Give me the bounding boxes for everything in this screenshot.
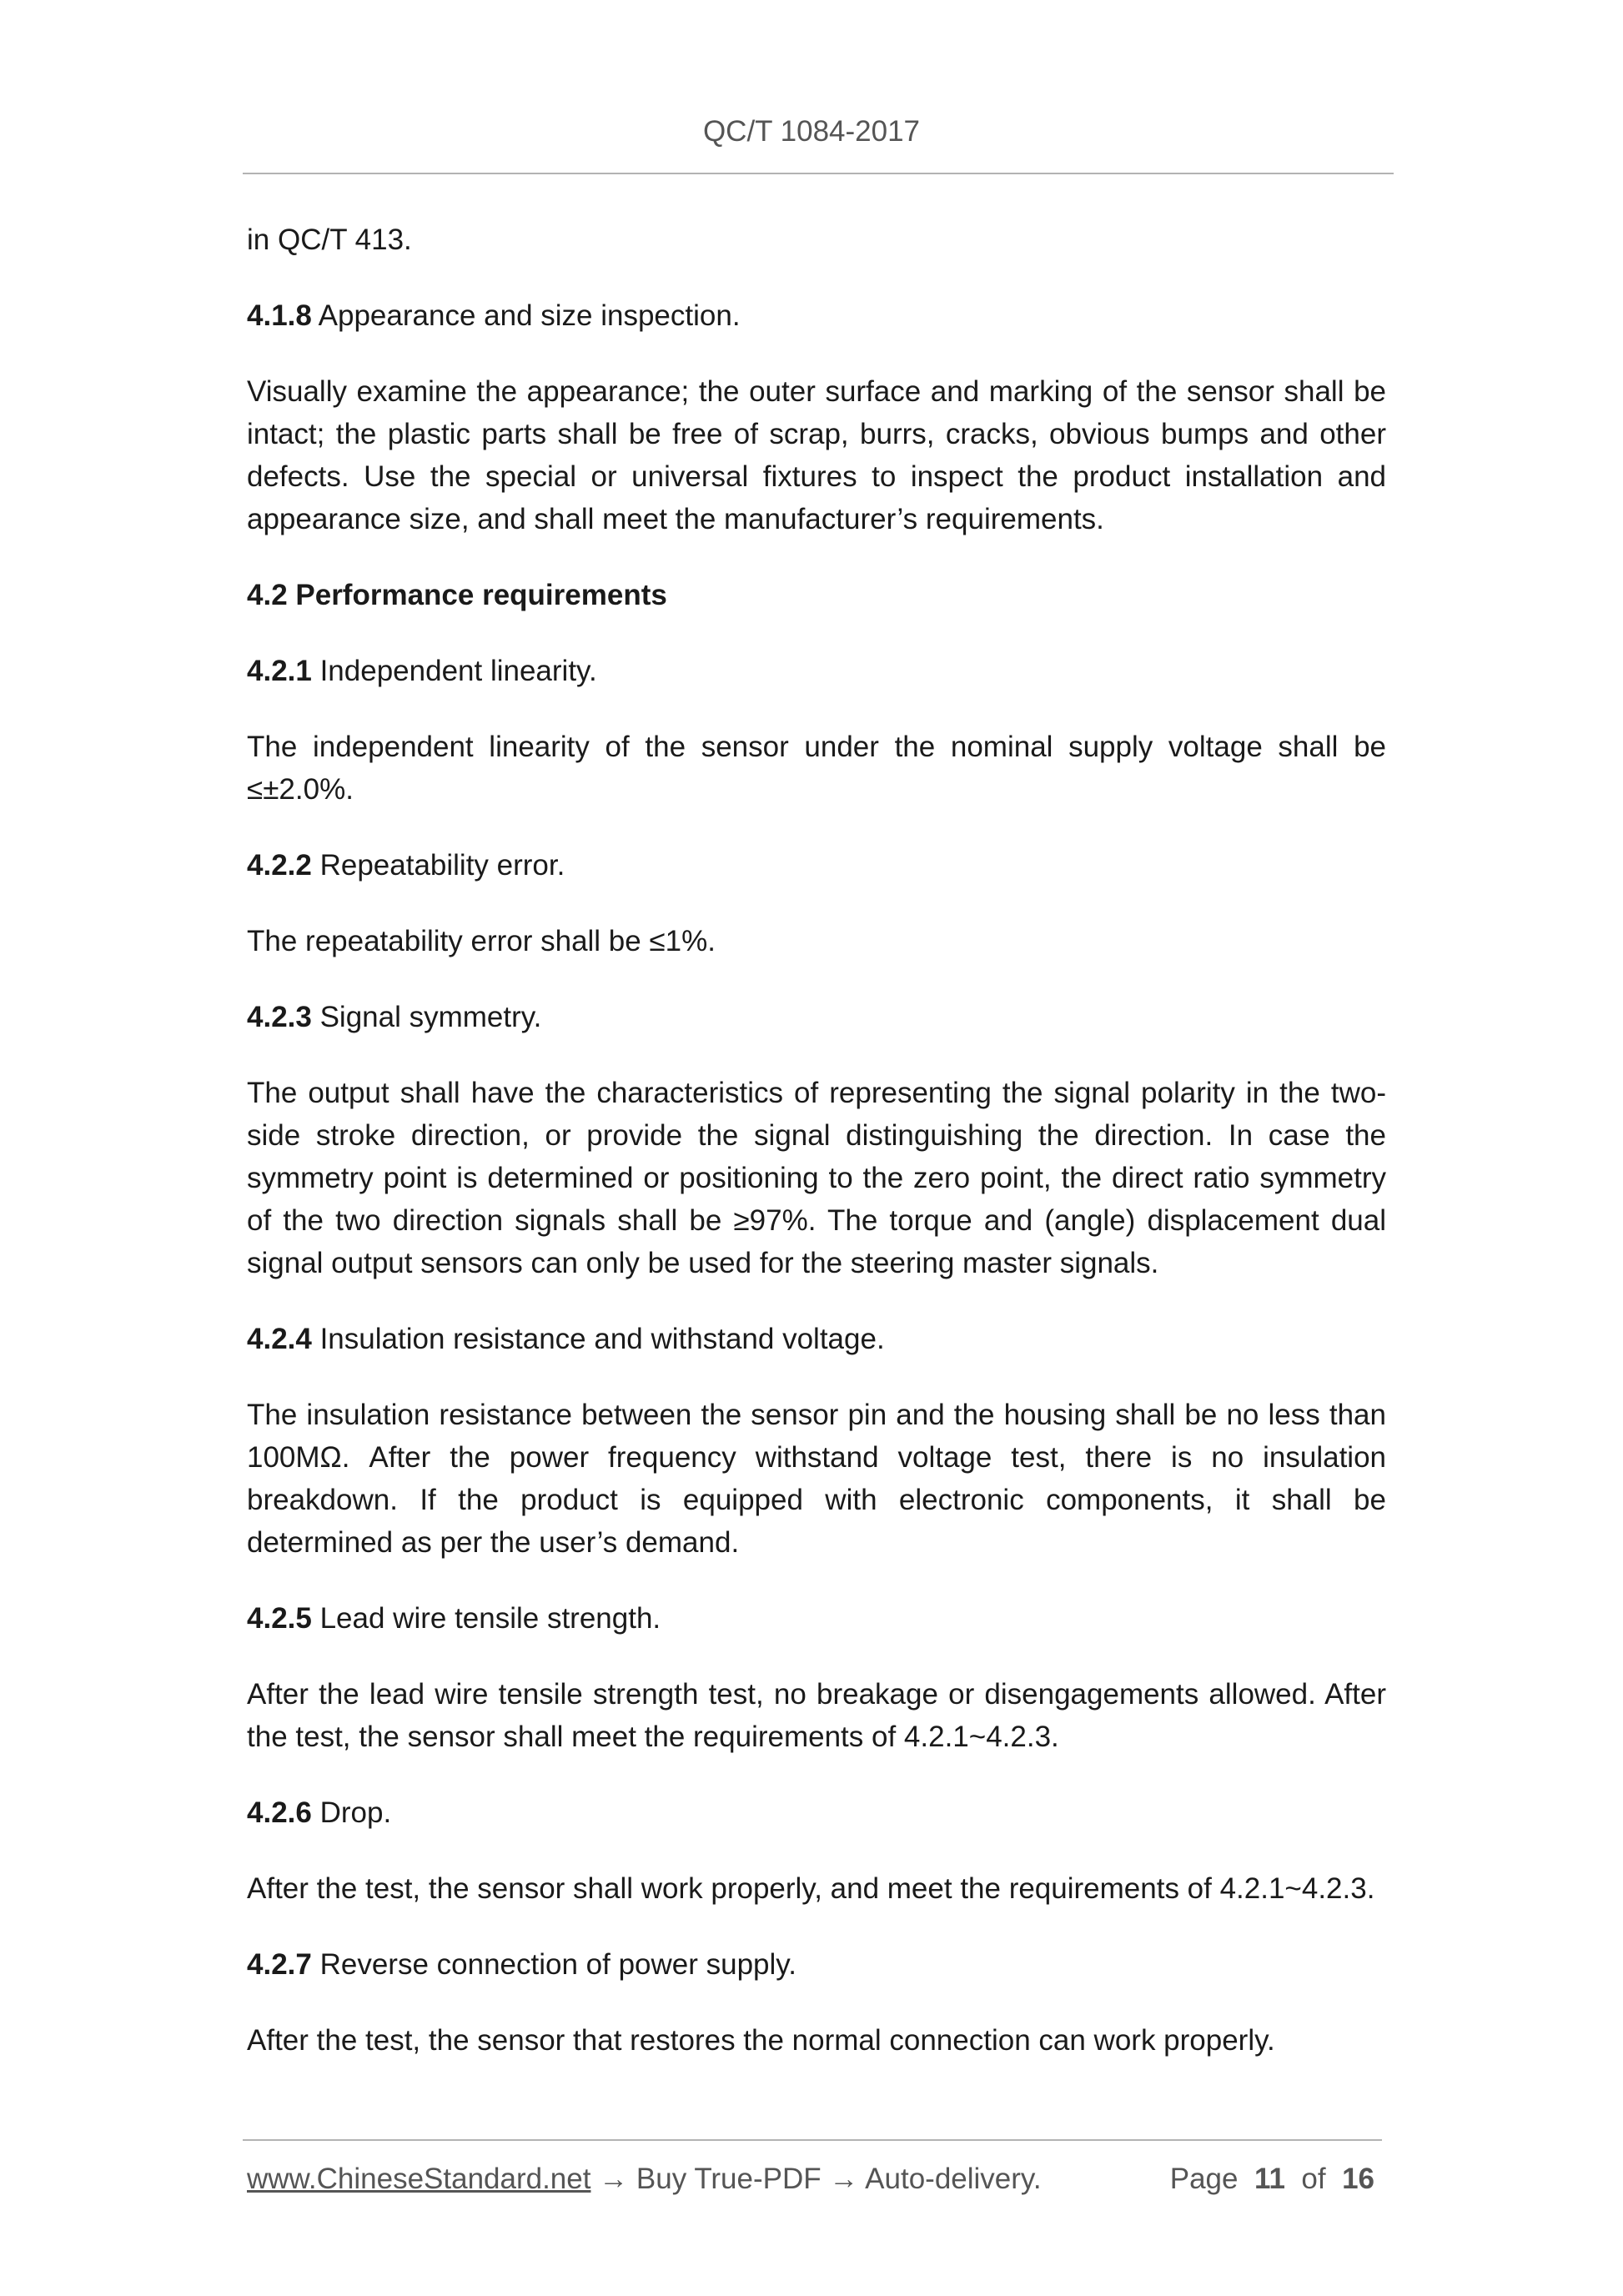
section-title: Drop. <box>311 1796 392 1829</box>
section-title: Reverse connection of power supply. <box>311 1948 796 1981</box>
page-of: of <box>1301 2163 1326 2195</box>
drop-paragraph: After the test, the sensor shall work properly, and meet the requirements of 4.2.1~4.2.3. <box>247 1872 1375 1905</box>
section-4-2-7-heading <box>247 1943 1386 1986</box>
appearance-paragraph: Visually examine the appearance; the outer surface and marking of the sensor shall be intact; the plastic parts shall be free of scrap, burrs, cracks, obvious bumps and other defects. Use the special or universal fixtures to inspect the product installation and appearance size, and shall meet the manufacturer’s requirements. <box>247 375 1386 535</box>
section-number: 4.2.1 <box>247 655 312 687</box>
section-number: 4.2.3 <box>247 1001 312 1033</box>
insulation-paragraph: The insulation resistance between the sensor pin and the housing shall be no less than 100MΩ. After the power frequency withstand voltage test, there is no insulation breakdown. If the product is equipped with electronic components, it shall be determined as per the user’s demand. <box>247 1399 1386 1559</box>
section-4-2-3-heading <box>247 996 1386 1038</box>
section-4-2-1-heading <box>247 650 1386 692</box>
section-number: 4.1.8 <box>247 299 312 332</box>
symmetry-paragraph: The output shall have the characteristics of representing the signal polarity in the two-side stroke direction, or provide the signal distinguishing the direction. In case the symmetry point is determined or positioning to the zero point, the direct ratio symmetry of the two direction signals shall be ≥97%. The torque and (angle) displacement dual signal output sensors can only be used for the steering master signals. <box>247 1077 1386 1279</box>
section-number: 4.2.5 <box>247 1602 312 1635</box>
page-indicator <box>1170 2163 1374 2196</box>
section-number: 4.2.2 <box>247 849 312 882</box>
document-header-title: QC/T 1084-2017 <box>702 115 921 148</box>
linearity-paragraph: The independent linearity of the sensor under the nominal supply voltage shall be ≤±2.0%. <box>247 731 1386 806</box>
reverse-connection-paragraph: After the test, the sensor that restores the normal connection can work properly. <box>247 2024 1275 2057</box>
page-current: 11 <box>1254 2163 1285 2195</box>
leadwire-paragraph: After the lead wire tensile strength test, no breakage or disengagements allowed. After the test, the sensor shall meet the requirements of 4.2.1~4.2.3. <box>247 1678 1386 1753</box>
section-4-2-2-heading <box>247 844 1386 887</box>
section-title: Appearance and size inspection. <box>311 299 741 332</box>
page-total: 16 <box>1342 2163 1374 2195</box>
section-4-2-4-heading <box>247 1318 1386 1360</box>
repeatability-paragraph: The repeatability error shall be ≤1%. <box>247 925 716 957</box>
footer-promo <box>247 2163 1042 2196</box>
website-link[interactable]: www.ChineseStandard.net <box>247 2163 591 2195</box>
section-number: 4.2.4 <box>247 1323 312 1355</box>
section-4-2-5-heading <box>247 1597 1386 1640</box>
footer-divider <box>243 2139 1382 2141</box>
section-title: Independent linearity. <box>311 655 597 687</box>
section-4-1-8-heading <box>247 294 1386 337</box>
section-4-2-heading: 4.2 Performance requirements <box>247 579 667 611</box>
header-divider <box>243 173 1394 174</box>
section-number: 4.2.7 <box>247 1948 312 1981</box>
footer-tagline: → Buy True-PDF → Auto-delivery. <box>590 2163 1042 2195</box>
intro-paragraph: in QC/T 413. <box>247 224 412 256</box>
section-title: Signal symmetry. <box>311 1001 542 1033</box>
section-number: 4.2.6 <box>247 1796 312 1829</box>
section-title: Repeatability error. <box>311 849 565 882</box>
section-title: Lead wire tensile strength. <box>311 1602 661 1635</box>
section-title: Insulation resistance and withstand voltage. <box>311 1323 885 1355</box>
section-4-2-6-heading <box>247 1791 1386 1834</box>
document-body <box>247 219 1386 2095</box>
page-label: Page <box>1169 2163 1239 2195</box>
